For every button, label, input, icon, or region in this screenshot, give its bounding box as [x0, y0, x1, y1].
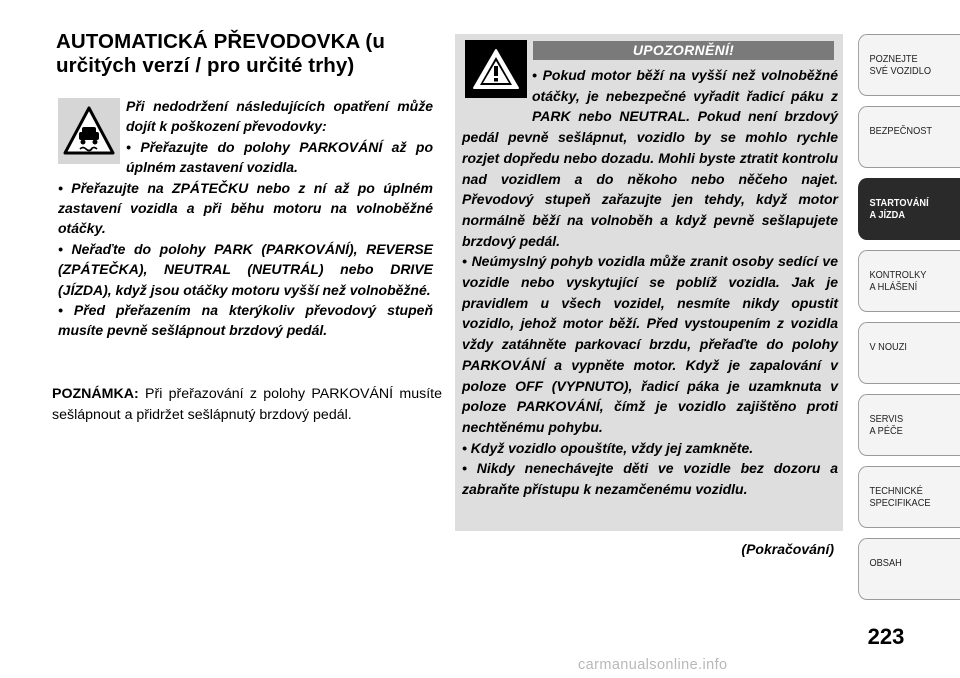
caution-intro: Při nedodržení následujících opatření může dojít k poškození převodovky:: [126, 98, 433, 135]
note-label: POZNÁMKA:: [52, 386, 139, 402]
tab-safety[interactable]: [858, 106, 960, 168]
tab-label: STARTOVÁNÍ A JÍZDA: [869, 197, 929, 221]
caution-item: • Neřaďte do polohy PARK (PARKOVÁNÍ), REVERSE (ZPÁTEČKA), NEUTRAL (NEUTRÁL) nebo DRIVE (JÍZDA), když jsou otáčky motoru vyšší než volnoběžné.: [58, 240, 433, 298]
car-skidding-icon: [58, 98, 120, 164]
caution-box: [58, 96, 433, 341]
warning-paragraph: • Pokud motor běží na vyšší než volnoběžné otáčky, je nebezpečné vyřadit řadicí páku z PARK nebo NEUTRAL. Pokud není brzdový pedál pevně sešlápnut, vozidlo by se mohlo rychle rozjet dopředu nebo dozadu. Mohli byste ztratit kontrolu nad vozidlem a do někoho nebo něčeho najet. Převodový stupeň zařazujte jen tehdy, když motor normálně běží na volnoběh a když pevně sešlapujete brzdový pedál.: [462, 67, 838, 249]
warning-paragraph: • Nikdy nenechávejte děti ve vozidle bez dozoru a zabraňte přístupu k nezamčenému vozidlu.: [462, 460, 838, 498]
tab-know-your-vehicle[interactable]: [858, 34, 960, 96]
caution-item: • Přeřazujte do polohy PARKOVÁNÍ až po úplném zastavení vozidla.: [126, 138, 433, 176]
tab-label: POZNEJTE SVÉ VOZIDLO: [869, 53, 932, 77]
warning-text: [462, 65, 838, 500]
chapter-sidebar: [858, 34, 960, 610]
tab-label: TECHNICKÉ SPECIFIKACE: [869, 485, 931, 509]
tab-warning-lights[interactable]: [858, 250, 960, 312]
tab-emergency[interactable]: [858, 322, 960, 384]
warning-paragraph: • Neúmyslný pohyb vozidla může zranit osoby sedící ve vozidle nebo vyskytující se poblíž vozidla. Jak je pravidlem u všech vozidel, nesmíte nikdy opustit vozidlo, jehož motor běží. Před vystoupením z vozidla vždy zatáhněte parkovací brzdu, přeřaďte do polohy PARKOVÁNÍ a vypněte motor. Když je zapalování v poloze OFF (VYPNUTO), řadicí páka je uzamknuta v poloze PARKOVÁNÍ, čímž je vozidlo zajištěno proti nechtěnému pohybu.: [462, 253, 838, 435]
tab-contents[interactable]: [858, 538, 960, 600]
tab-starting-and-driving[interactable]: [858, 178, 960, 240]
tab-service-and-care[interactable]: [858, 394, 960, 456]
warning-title: UPOZORNĚNÍ!: [533, 41, 834, 60]
tab-label: BEZPEČNOST: [869, 125, 933, 137]
tab-label: V NOUZI: [869, 341, 907, 353]
tab-label: KONTROLKY A HLÁŠENÍ: [869, 269, 927, 293]
page-number: 223: [867, 624, 905, 649]
tab-label: OBSAH: [869, 557, 902, 569]
tab-label: SERVIS A PÉČE: [869, 413, 904, 437]
section-title: AUTOMATICKÁ PŘEVODOVKA (u určitých verzí / pro určité trhy): [56, 30, 385, 77]
caution-item: • Přeřazujte na ZPÁTEČKU nebo z ní až po úplném zastavení vozidla a při běhu motoru na volnoběžné otáčky.: [58, 179, 433, 237]
continued-label: (Pokračování): [741, 541, 834, 557]
warning-paragraph: • Když vozidlo opouštíte, vždy jej zamkněte.: [462, 439, 754, 456]
tab-technical-specifications[interactable]: [858, 466, 960, 528]
note-text: Při přeřazování z polohy PARKOVÁNÍ musíte sešlápnout a přidržet sešlápnutý brzdový pedál.: [52, 386, 442, 423]
watermark: carmanualsonline.info: [578, 657, 728, 673]
caution-item: • Před přeřazením na kterýkoliv převodový stupeň musíte pevně sešlápnout brzdový pedál.: [58, 302, 433, 339]
note-paragraph: [52, 384, 442, 425]
